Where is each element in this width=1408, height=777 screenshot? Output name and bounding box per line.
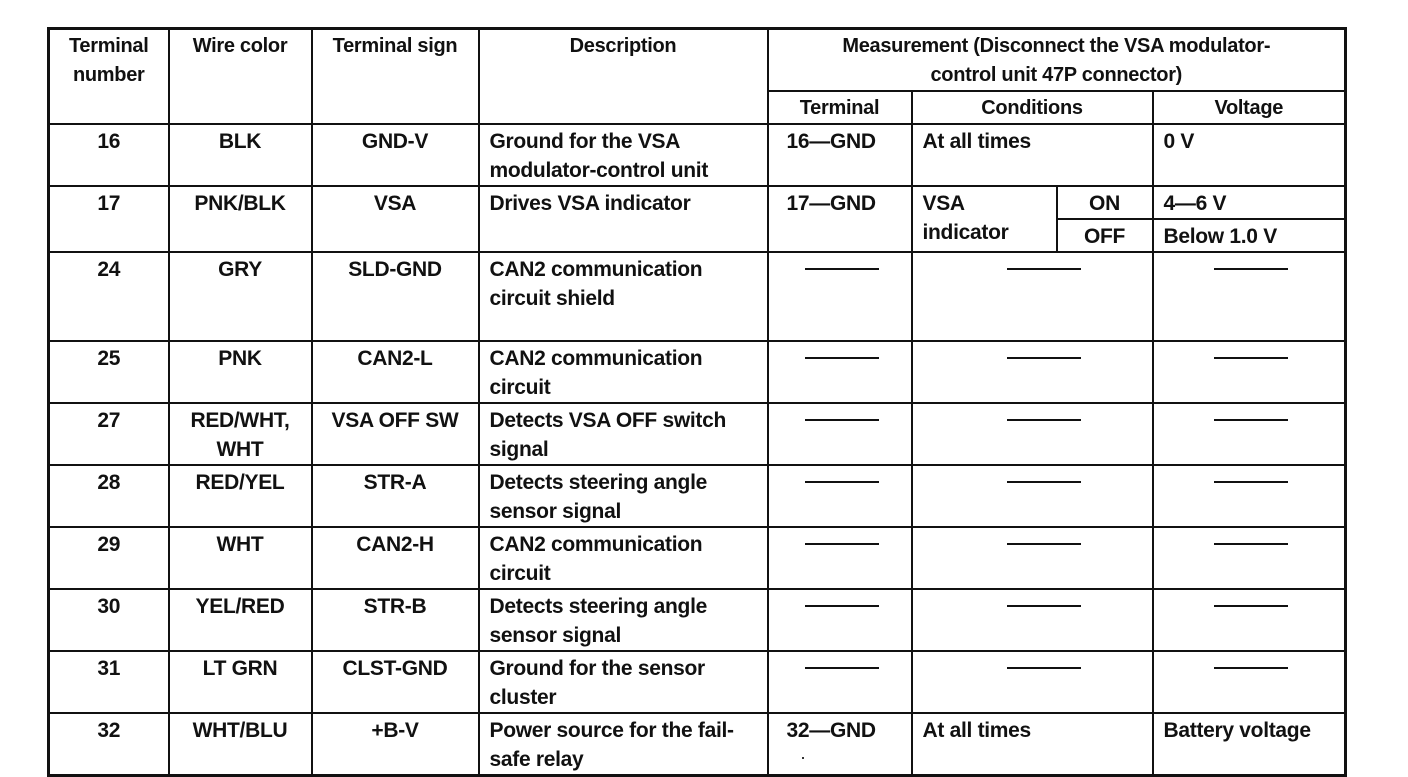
header-row [49, 29, 1346, 92]
terminal-number-cell: 30 [49, 589, 169, 651]
table-row [49, 465, 1346, 527]
dash-mark [805, 667, 879, 669]
conditions-cell [912, 589, 1153, 651]
terminal-sign-cell: SLD-GND [312, 252, 479, 341]
terminal-number-cell: 17 [49, 186, 169, 252]
description-cell: CAN2 communication circuit [479, 527, 768, 589]
table-row [49, 713, 1346, 776]
terminal-number-cell: 32 [49, 713, 169, 776]
terminal-number-cell: 29 [49, 527, 169, 589]
terminal-sign-cell: VSA [312, 186, 479, 252]
scan-speck [802, 757, 804, 759]
terminal-sign-cell: CAN2-H [312, 527, 479, 589]
conditions-cell [912, 403, 1153, 465]
dash-mark [805, 481, 879, 483]
dash-mark [1214, 605, 1288, 607]
wire-color-cell: PNK [169, 341, 312, 403]
wire-color-cell: RED/YEL [169, 465, 312, 527]
dash-mark [1214, 481, 1288, 483]
col-wire-color-header: Wire color [169, 29, 312, 125]
conditions-cell [912, 252, 1153, 341]
table-row [49, 651, 1346, 713]
voltage-cell [1153, 341, 1346, 403]
dash-mark [1007, 268, 1081, 270]
dash-mark [1214, 419, 1288, 421]
dash-mark [805, 605, 879, 607]
measure-terminal-cell: 32—GND [768, 713, 912, 776]
voltage-cell: Battery voltage [1153, 713, 1346, 776]
wire-color-cell: WHT [169, 527, 312, 589]
col-terminal-sign-header: Terminal sign [312, 29, 479, 125]
voltage-off-cell: Below 1.0 V [1153, 219, 1346, 252]
terminal-sign-cell: VSA OFF SW [312, 403, 479, 465]
table-row [49, 589, 1346, 651]
description-cell: Power source for the fail-safe relay [479, 713, 768, 776]
dash-mark [1007, 481, 1081, 483]
wire-color-cell: PNK/BLK [169, 186, 312, 252]
voltage-cell: 0 V [1153, 124, 1346, 186]
description-cell: Drives VSA indicator [479, 186, 768, 252]
condition-state-on: ON [1057, 186, 1153, 219]
col-description-header: Description [479, 29, 768, 125]
voltage-cell [1153, 527, 1346, 589]
dash-mark [1007, 357, 1081, 359]
wire-color-cell: YEL/RED [169, 589, 312, 651]
terminal-sign-cell: STR-B [312, 589, 479, 651]
condition-state-off: OFF [1057, 219, 1153, 252]
conditions-cell: At all times [912, 124, 1153, 186]
dash-mark [1007, 667, 1081, 669]
description-cell: Ground for the VSA modulator-control unit [479, 124, 768, 186]
terminal-number-cell: 25 [49, 341, 169, 403]
wire-color-cell: LT GRN [169, 651, 312, 713]
subcol-terminal-header: Terminal [768, 91, 912, 124]
terminal-sign-cell: STR-A [312, 465, 479, 527]
wire-color-cell: GRY [169, 252, 312, 341]
wire-color-cell: BLK [169, 124, 312, 186]
description-cell: Detects VSA OFF switch signal [479, 403, 768, 465]
terminal-sign-cell: CLST-GND [312, 651, 479, 713]
dash-mark [1007, 605, 1081, 607]
measure-terminal-cell [768, 403, 912, 465]
subcol-conditions-header: Conditions [912, 91, 1153, 124]
terminal-sign-cell: CAN2-L [312, 341, 479, 403]
measure-terminal-cell: 16—GND [768, 124, 912, 186]
table-row [49, 403, 1346, 465]
table-row [49, 186, 1346, 219]
voltage-cell [1153, 403, 1346, 465]
description-cell: Ground for the sensor cluster [479, 651, 768, 713]
table-row [49, 527, 1346, 589]
terminal-sign-cell: GND-V [312, 124, 479, 186]
conditions-cell [912, 341, 1153, 403]
col-measurement-header: Measurement (Disconnect the VSA modulator-control unit 47P connector) [768, 29, 1346, 92]
dash-mark [1214, 268, 1288, 270]
terminal-spec-table [47, 27, 1347, 777]
dash-mark [1214, 357, 1288, 359]
table-row [49, 124, 1346, 186]
dash-mark [1214, 543, 1288, 545]
description-cell: Detects steering angle sensor signal [479, 465, 768, 527]
conditions-cell: VSA indicator [912, 186, 1057, 252]
measure-terminal-cell [768, 651, 912, 713]
description-cell: CAN2 communication circuit shield [479, 252, 768, 341]
dash-mark [1007, 543, 1081, 545]
voltage-cell [1153, 252, 1346, 341]
terminal-number-cell: 27 [49, 403, 169, 465]
terminal-number-cell: 31 [49, 651, 169, 713]
dash-mark [805, 268, 879, 270]
measure-terminal-cell [768, 527, 912, 589]
table-row [49, 252, 1346, 341]
terminal-number-cell: 24 [49, 252, 169, 341]
measure-terminal-cell [768, 589, 912, 651]
voltage-cell [1153, 589, 1346, 651]
dash-mark [805, 419, 879, 421]
conditions-cell [912, 465, 1153, 527]
conditions-cell [912, 527, 1153, 589]
table-row [49, 341, 1346, 403]
conditions-cell: At all times [912, 713, 1153, 776]
conditions-cell [912, 651, 1153, 713]
col-terminal-number-header: Terminal number [49, 29, 169, 125]
terminal-number-cell: 28 [49, 465, 169, 527]
measure-terminal-cell [768, 465, 912, 527]
description-cell: Detects steering angle sensor signal [479, 589, 768, 651]
measure-terminal-cell: 17—GND [768, 186, 912, 252]
terminal-number-cell: 16 [49, 124, 169, 186]
dash-mark [1007, 419, 1081, 421]
wire-color-cell: RED/WHT, WHT [169, 403, 312, 465]
dash-mark [805, 357, 879, 359]
measure-terminal-cell [768, 341, 912, 403]
terminal-sign-cell: +B-V [312, 713, 479, 776]
voltage-cell [1153, 465, 1346, 527]
voltage-cell [1153, 651, 1346, 713]
wire-color-cell: WHT/BLU [169, 713, 312, 776]
voltage-on-cell: 4—6 V [1153, 186, 1346, 219]
dash-mark [805, 543, 879, 545]
description-cell: CAN2 communication circuit [479, 341, 768, 403]
dash-mark [1214, 667, 1288, 669]
measure-terminal-cell [768, 252, 912, 341]
subcol-voltage-header: Voltage [1153, 91, 1346, 124]
